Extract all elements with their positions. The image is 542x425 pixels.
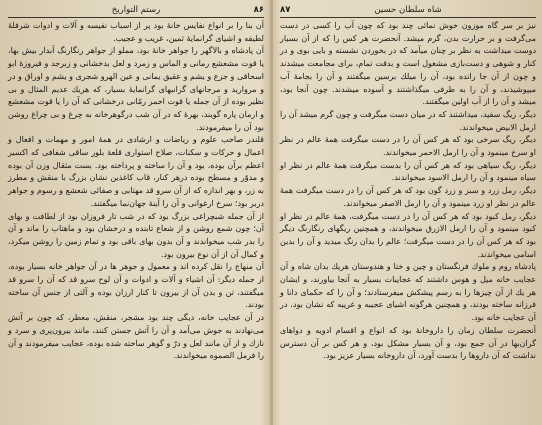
left-paragraph: از آن جمله شبچراغى بزرگ بود كه در شب تار فروزان بود از لطافت و بهاى آن؛ چون شمع روشن و از شعاع تابنده و درخشان بود و ماهتاب را ماند و آن را بدر شب ميخواندند و آن بدون بهاى باقى بود و تمام زمين را روشن ميكرد، و كمال آن از آن نوع بيرون بود. [8,211,264,259]
right-paragraph: ديگر، ريگ سفيد، ميداشتند كه در ميان دست ميگرفت و چون گرم ميشد آن را ارمل الابيض ميخواندند. [280,109,536,132]
left-paragraph: آن بنا را بر انواع نفايس خانهٔ بود پر از اسباب نفيسه و آلات و ادوات شرفلهٔ لطيفه و اشياى گرانمايهٔ ثمين، غريب و عجيب. [8,21,264,43]
left-paragraph: آن پادشاه و بالاگهر را جواهر خانهٔ بود، مملو از جواهر رنگارنگ آبدار بيش بها، يا قوت مشعشع رمانى و الماس و زمرد و لعل بدخشانى و زبرجد و فيروزهٔ ابو اسحاقى و جزع و يشم و عقيق يمانى و عين الهرو شجرى و يشم و اوراق و در و مرواريد و مرجانهاى گرانبهاى گرانمايهٔ بسيار، كه هريك عديم المثال و بى نظير بوده از آن جمله يا قوت احمر رمّانى درخشانى كه آن را يا قوت مشعشع و ارمان پاره گويند، بهرهٔ كه در آن شب درگوهرخانه به چرغ و بى چراغ روشن بود آن را ميفرمودند. [8,46,264,132]
right-paragraph: آنحضرت سلطان زمان را داروخانهٔ بود كه انواع و اقسام ادويه و دواهاى گران‌بها در آن جمع بود، و آن بسيار مشكل بود، و هر كس بر آن دسترس نداشت كه آن داروها را بدست آورد، آن داروخانه بسيار عزيز بود. [280,325,536,361]
left-running-title: رستم التواريخ [111,5,161,15]
right-page-number: ۸۷ [280,5,291,15]
left-paragraph: قلندر صاحب علوم و رياضات و ارشادى در همهٔ امور و مهمات و افعال و اعمال و حركات و سكنات، صلاح استوارى قلعهٔ بلور ساقى شفافى كه اكسير اعظم برآن بوده، بود و آن را ساخته و پرداخته بود. بست مثقال وزن آن بوده و مدوّر و مسطح بوده درهر كنار، قاب كاغذين نشان بزرگ با منقش و مطرز به زر، و بهر اندازه كه از آن سرو قد مهتابى و صفائى شعشع و رسوم و جواهر دربر بود؛ سرخ ارغوانى و آن را آينهٔ جهان‌نما ميگفتند. [8,135,264,208]
left-paragraph: در آن عجايب خانه، ديگى چند بود مشجر، منقش، معطر، كه چون بر آتش مى‌نهادند به جوش مى‌آمد و آن را آتش جستن كنند، مانند بيرون‌پرى و سرد و نازك و از آن مانند لعل و درّ و گوهر ساخته شده بوده، عجايب ميفرمودند و آن را فرمل الصموه ميخواندند. [8,313,264,361]
book-spine [270,0,273,425]
left-page-body [8,20,264,423]
left-page-header [8,3,264,17]
right-page-header [280,3,536,17]
left-paragraph: آن منهاج را نقل كرده اند و معمول و جوهر ها در آن جواهر خانه بسيار بوده، از جمله ديگر: آن اشياء و آلات و ادوات و آن لوح سرو قد كه آن را سرو قد ميگفتند، تن و بدن آن از بيرون تا كنار ارزان بوده و آلتى از جنس آن ساخته بودند. [8,262,264,310]
right-paragraph: ديگر، رمل كبود بود كه هر كس آن را در دست ميگرفت، همهٔ عالم در نظر او كبود مينمود و آن را ارمل الازرق ميخواندند، و همچنين ريگهاى رنگارنگ ديگر بود كه هر كس آن را در دست ميگرفت؛ عالم را بدان رنگ ميديد و آن را بدين اسامى ميخواندند. [280,211,536,259]
right-paragraph: ديگر، رمل زرد و سبز و زرد گون بود كه هر كس آن را در دست ميگرفت همهٔ عالم در نظر او زرد مينمود و آن را ارمل الاصفر ميخواندند. [280,186,536,208]
right-paragraph: پادشاه روم و ملوك فرنگستان و چين و ختا و هندوستان هريك بدان شاه و آن عجايب خانه ميل و هوس داشتند كه عجايبات بسيار به آنجا بياورند، و ايشان هر يك از آن چيزها را به رسم پيشكش ميفرستادند؛ و آن را كه حكماى دانا و فرزانه ساخته بودند، و همچنين هرگونه اشياى عجيبه و غريبه كه نشان بود، در آن عجايب خانه بود. [280,262,536,323]
right-paragraph: نيز بر سر گاه موزون خوش نمائى چند بود كه چون آب را كسى در دست مى‌گرفت و بر حرارت بدن، گرم ميشد. آنحضرت هر كس را كه از آن بسيار دوست ميداشت به نظر بر چنان ميآمد كه در بخوردن نشسته و بايى بوى و در كنار و شوهى و دست‌بازى مشغول است و بدقت تمام، براى مجامعت ميشدند و چون از آن جا رانده بود، آن را ميلك برسين ميگفتند و آن را بجامهٔ آب ميپوشيدند، و آن را به طرفى ميگذاشتند و آسوده ميشدند. چون آنجا بود، ميشد و آن را از آب اولين ميگفتند. [280,21,536,107]
right-page [274,0,542,425]
left-header-rule [8,17,264,18]
right-header-rule [280,17,536,18]
left-page [2,0,270,425]
right-paragraph: ديگر، ريگ سرخى بود كه هر كس آن را در دست ميگرفت همهٔ عالم در نظر او سرخ مينمود و آن را ارمل الاحمر ميخواندند. [280,135,536,158]
right-page-body [280,20,536,423]
right-running-title: شاه سلطان حسين [374,5,442,15]
left-page-number: ۸۶ [253,5,264,15]
right-paragraph: ديگر، ريگ سياهى بود كه هر كس آن را بدست ميگرفت همهٔ عالم در نظر او سياه مينمود و آن را ارمل الاسود ميخواندند. [280,160,536,183]
